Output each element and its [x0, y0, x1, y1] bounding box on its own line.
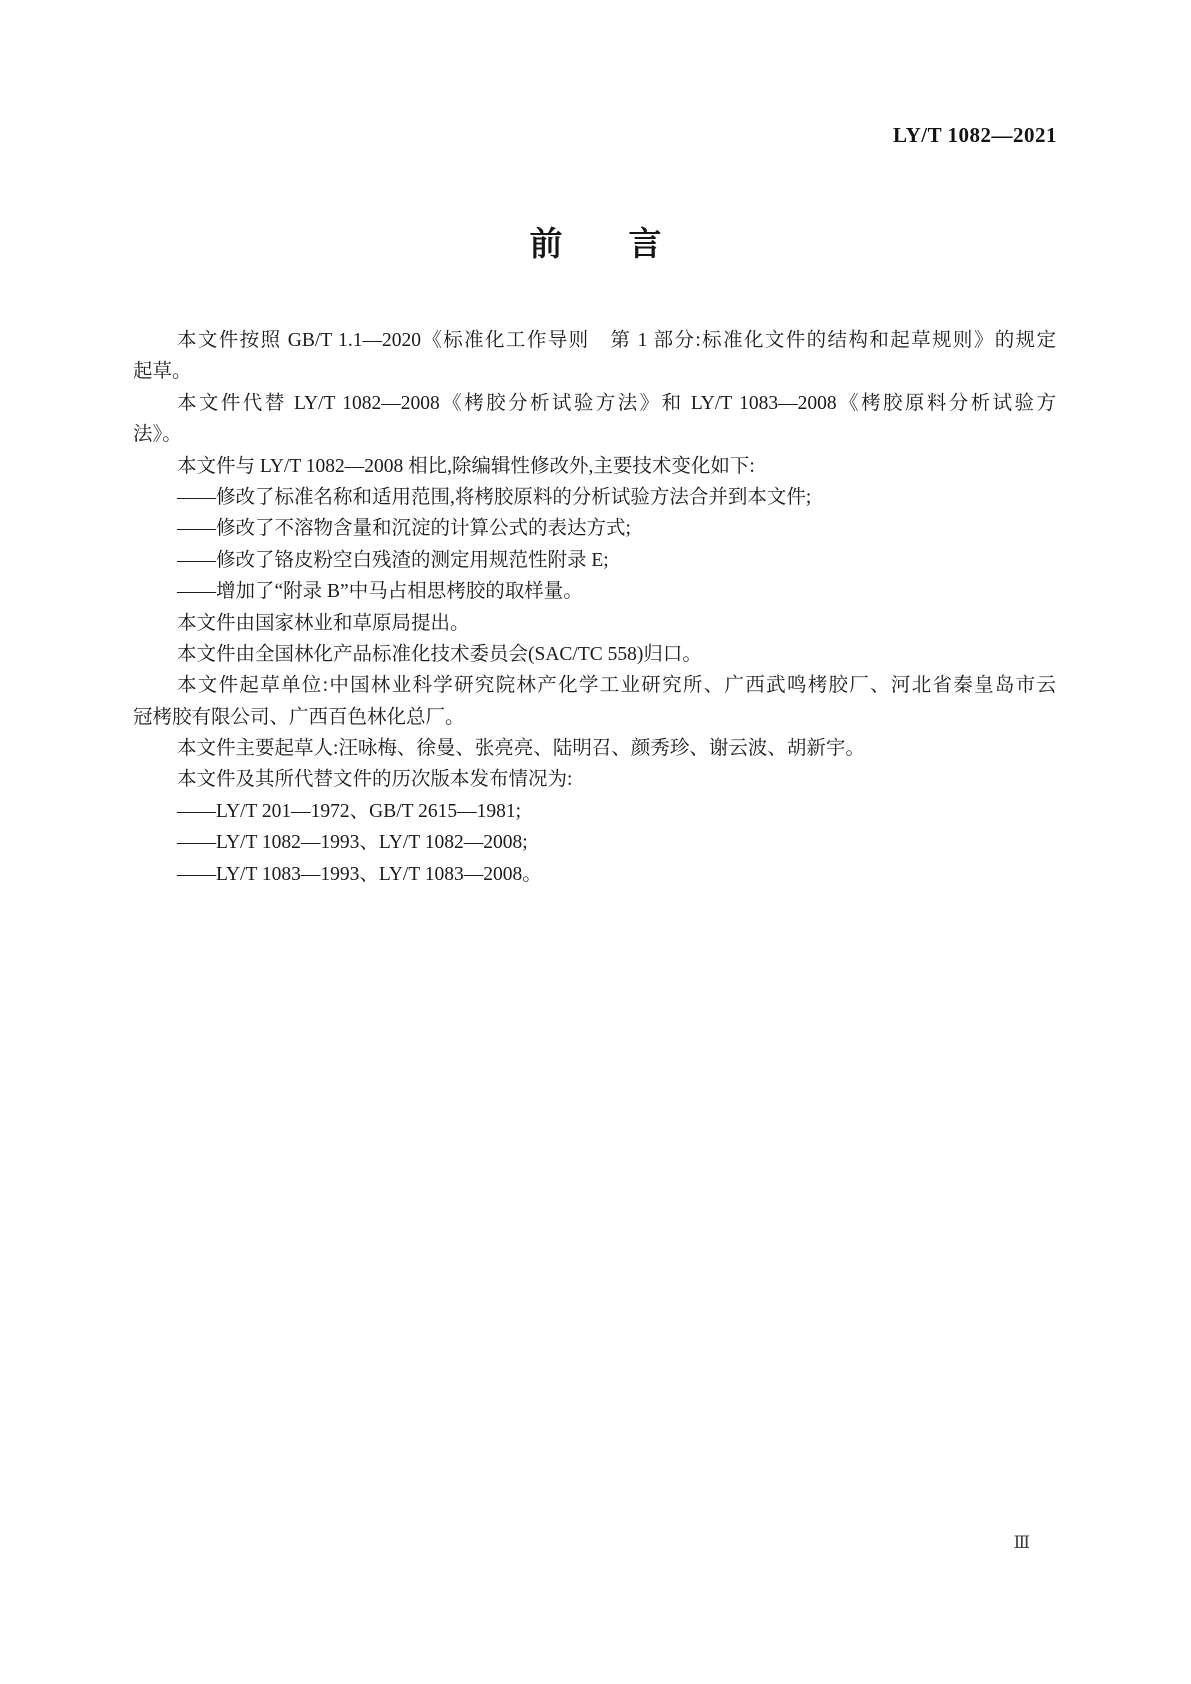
text-line: 本文件及其所代替文件的历次版本发布情况为:	[177, 769, 573, 791]
standard-code: LY/T 1082—2021	[893, 123, 1057, 147]
text-line: ——修改了不溶物含量和沉淀的计算公式的表达方式;	[177, 518, 631, 540]
text-line: 本文件由全国林化产品标准化技术委员会(SAC/TC 558)归口。	[177, 643, 702, 665]
page-title: 前 言	[529, 227, 662, 263]
page-number: Ⅲ	[1013, 1533, 1030, 1552]
text-line: 本文件与 LY/T 1082—2008 相比,除编辑性修改外,主要技术变化如下:	[177, 455, 755, 477]
text-line: 本文件代替 LY/T 1082—2008《栲胶分析试验方法》和 LY/T 1083—2008《栲胶原料分析试验方	[177, 392, 1056, 414]
text-line: 本文件主要起草人:汪咏梅、徐曼、张亮亮、陆明召、颜秀珍、谢云波、胡新宇。	[177, 738, 865, 760]
text-line: 本文件按照 GB/T 1.1—2020《标准化工作导则 第 1 部分:标准化文件的结构和起草规则》的规定	[177, 330, 1056, 351]
text-line: 本文件起草单位:中国林业科学研究院林产化学工业研究所、广西武鸣栲胶厂、河北省秦皇岛市云	[177, 675, 1056, 697]
text-line: 起草。	[133, 361, 192, 383]
text-line: ——修改了标准名称和适用范围,将栲胶原料的分析试验方法合并到本文件;	[177, 486, 812, 508]
foreword-body	[133, 325, 1056, 890]
text-line: 法》。	[133, 424, 182, 446]
text-line: ——LY/T 1083—1993、LY/T 1083—2008。	[177, 863, 542, 885]
text-line: ——LY/T 1082—1993、LY/T 1082—2008;	[177, 832, 528, 854]
text-line: ——修改了铬皮粉空白残渣的测定用规范性附录 E;	[177, 549, 609, 571]
text-line: 本文件由国家林业和草原局提出。	[177, 612, 470, 634]
text-line: ——LY/T 201—1972、GB/T 2615—1981;	[177, 800, 522, 822]
text-line: 冠栲胶有限公司、广西百色林化总厂。	[133, 706, 465, 728]
text-line: ——增加了“附录 B”中马占相思栲胶的取样量。	[177, 581, 583, 603]
